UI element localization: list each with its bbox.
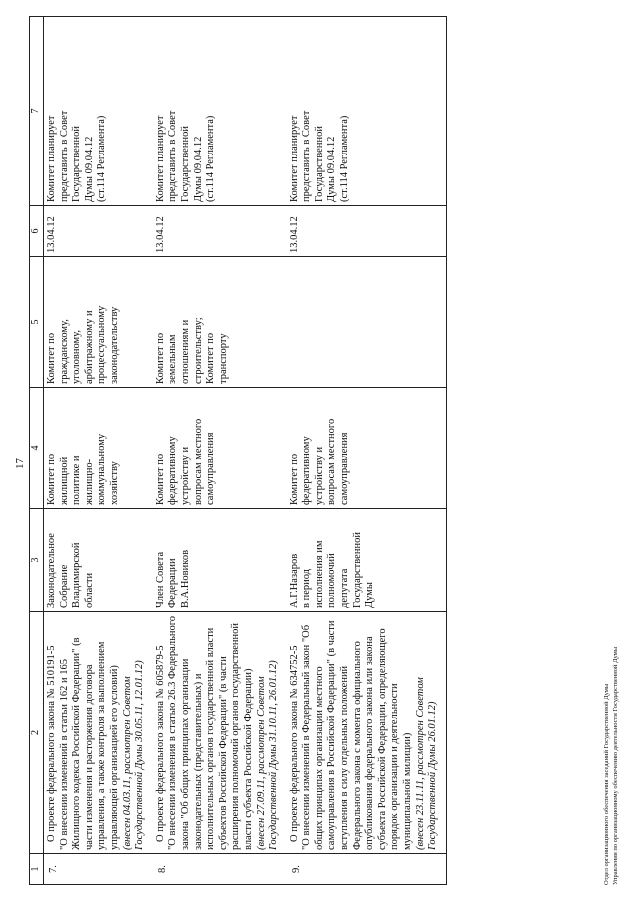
plan-cell: Комитет планирует представить в Совет Государственной Думы 09.04.12 (ст.114 Регламента)	[44, 17, 153, 206]
plan-cell: Комитет планирует представить в Совет Государственной Думы 09.04.12 (ст.114 Регламента)	[287, 17, 447, 206]
bill-title: О проекте федерального закона № 634752-5	[288, 645, 300, 842]
plan-cell: Комитет планирует представить в Совет Государственной Думы 09.04.12 (ст.114 Регламента)	[153, 17, 287, 206]
column-header: 2	[30, 612, 44, 854]
column-header: 7	[30, 17, 44, 206]
responsible-committee-cell: Комитет по федеративному устройству и вопросам местного самоуправления	[287, 388, 447, 509]
bill-body: "О внесении изменений в статьи 162 и 165 Жилищного кодекса Российской Федерации" (в части изменения и расторжения договора управления, а также контроля за выполнением управляющей организацией его условий)	[58, 637, 120, 850]
table-row	[287, 17, 447, 885]
footer-line: Отдел организационного обеспечения заседаний Государственной Думы	[603, 683, 610, 885]
row-number: 8.	[153, 854, 287, 885]
date-cell: 13.04.12	[153, 206, 287, 257]
responsible-committee-cell: Комитет по жилищной политике и жилищно- коммунальному хозяйству	[44, 388, 153, 509]
table-header-row	[30, 17, 44, 885]
page-number: 17	[14, 458, 26, 469]
co-executor-cell	[287, 257, 447, 388]
bill-description	[44, 612, 153, 854]
row-number: 9.	[287, 854, 447, 885]
initiator-cell: Законодательное Собрание Владимирской области	[44, 509, 153, 612]
co-executor-cell: Комитет по земельным отношениям и строительству; Комитет по транспорту	[153, 257, 287, 388]
column-header: 5	[30, 257, 44, 388]
bill-body: "О внесении изменений в Федеральный закон "Об общих принципах организации местного самоуправления в Российской Федерации" (в части вступления в силу отдельных положений Федерального закона с момента официального опубликования федерального закона или закона субъекта Российской Федерации, определяющего порядок организации и деятельности муниципальной милиции)	[301, 620, 414, 850]
bill-note: (внесен 27.09.11, рассмотрен Советом Государственной Думы 31.10.11, 26.01.12)	[255, 660, 280, 850]
co-executor-cell: Комитет по гражданскому, уголовному, арбитражному и процессуальному законодательству	[44, 257, 153, 388]
footer-line: Управления по организационному обеспечению деятельности Государственной Думы	[612, 646, 619, 885]
bill-body: "О внесении изменения в статью 26.3 Федерального закона "Об общих принципах организации законодательных (представительных) и исполнительных органов государственной власти субъектов Российской Федерации" (в части расширения полномочий органов государственной власти субъекта Российской Федерации)	[167, 615, 254, 850]
date-cell: 13.04.12	[44, 206, 153, 257]
footer	[602, 647, 620, 885]
table-row	[44, 17, 153, 885]
responsible-committee-cell: Комитет по федеративному устройству и вопросам местного самоуправления	[153, 388, 287, 509]
date-cell: 13.04.12	[287, 206, 447, 257]
bill-description	[153, 612, 287, 854]
bills-table	[29, 16, 447, 885]
column-header: 3	[30, 509, 44, 612]
bill-note: (внесен 23.11.11, рассмотрен Советом Государственной Думы 26.01.12)	[414, 677, 439, 850]
table-row	[153, 17, 287, 885]
bill-description	[287, 612, 447, 854]
column-header: 6	[30, 206, 44, 257]
row-number: 7.	[44, 854, 153, 885]
column-header: 1	[30, 854, 44, 885]
bill-title: О проекте федерального закона № 605879-5	[154, 645, 166, 842]
column-header: 4	[30, 388, 44, 509]
initiator-cell: А.Г.Назаров в период исполнения им полномочий депутата Государственной Думы	[287, 509, 447, 612]
initiator-cell: Член Совета Федерации В.А.Новиков	[153, 509, 287, 612]
bill-note: (внесен 04.03.11, рассмотрен Советом Государственной Думы 30.05.11, 12.01.12)	[121, 660, 146, 850]
bill-title: О проекте федерального закона № 510191-5	[46, 645, 57, 842]
